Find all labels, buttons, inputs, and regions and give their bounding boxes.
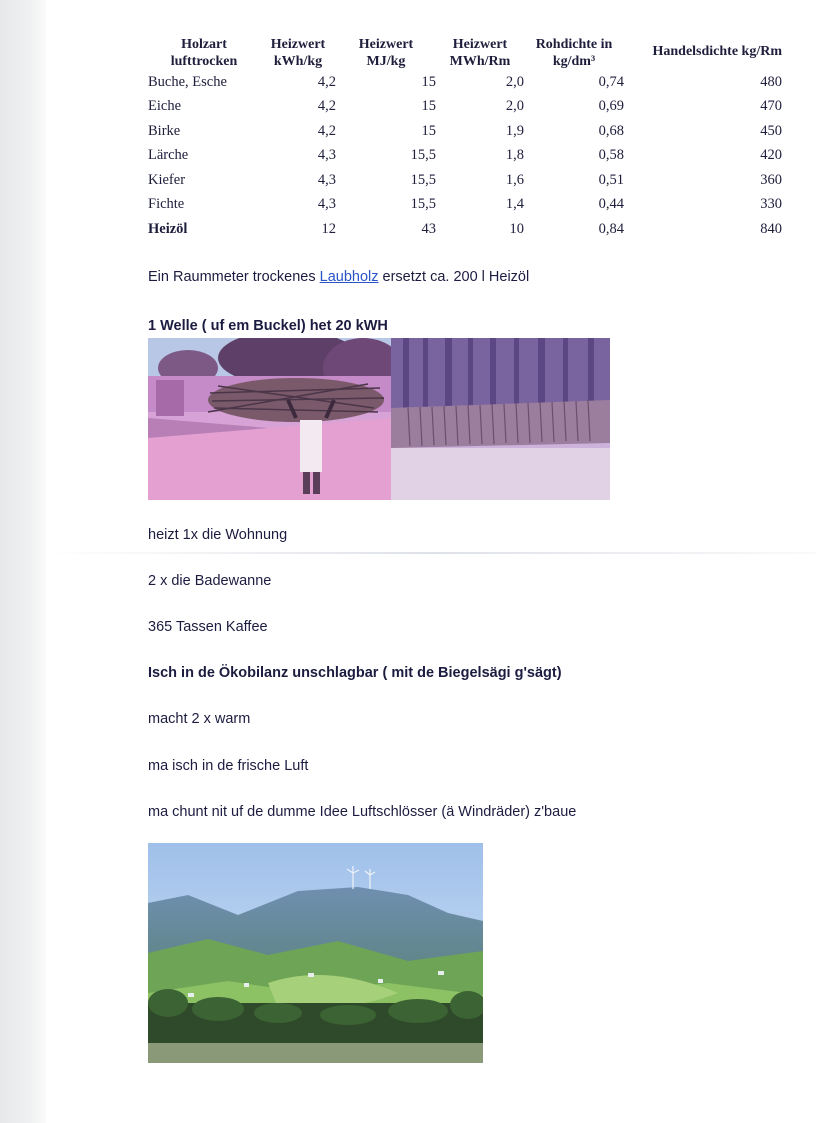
cell-wood-type: Buche, Esche xyxy=(148,73,227,90)
cell-rohdichte: 0,74 xyxy=(598,73,624,90)
header-mwh-rm-label: Heizwert MWh/Rm xyxy=(449,37,511,69)
cell-kwh-kg: 4,3 xyxy=(317,171,336,188)
cell-rohdichte: 0,44 xyxy=(598,196,624,213)
cell-rohdichte: 0,69 xyxy=(598,98,624,115)
cell-rohdichte: 0,68 xyxy=(598,122,624,139)
table-row xyxy=(148,95,782,120)
header-kwh-kg xyxy=(260,36,336,70)
cell-mj-kg: 15 xyxy=(421,122,436,139)
firewood-bundles-photo xyxy=(148,338,610,500)
cell-wood-type: Birke xyxy=(148,122,181,139)
header-rohdichte xyxy=(524,36,624,70)
header-wood-type xyxy=(148,36,260,70)
header-mwh-rm xyxy=(436,36,524,70)
header-wood-type-label: Holzart lufttrocken xyxy=(170,37,238,69)
cell-mj-kg: 15,5 xyxy=(410,196,436,213)
cell-mwh-rm: 2,0 xyxy=(505,98,524,115)
cell-wood-type: Eiche xyxy=(148,98,182,115)
header-handelsdichte-label: Handelsdichte kg/Rm xyxy=(652,44,782,59)
header-mj-kg-label: Heizwert MJ/kg xyxy=(358,37,414,69)
heating-value-table xyxy=(148,36,782,242)
line-badewanne: 2 x die Badewanne xyxy=(148,573,272,589)
cell-mwh-rm: 1,8 xyxy=(505,147,524,164)
cell-handelsdichte: 450 xyxy=(760,122,782,139)
header-mj-kg xyxy=(336,36,436,70)
table-row xyxy=(148,168,782,193)
laubholz-link[interactable]: Laubholz xyxy=(319,269,379,285)
cell-mj-kg: 15,5 xyxy=(410,171,436,188)
line-frische-luft: ma isch in de frische Luft xyxy=(148,758,309,774)
table-row xyxy=(148,70,782,95)
cell-handelsdichte: 360 xyxy=(760,171,782,188)
cell-handelsdichte: 330 xyxy=(760,196,782,213)
cell-wood-type: Kiefer xyxy=(148,171,186,188)
cell-mwh-rm: 1,4 xyxy=(505,196,524,213)
table-row xyxy=(148,144,782,169)
table-row xyxy=(148,217,782,242)
cell-rohdichte: 0,51 xyxy=(598,171,624,188)
line-kaffee: 365 Tassen Kaffee xyxy=(148,619,268,635)
cell-wood-type: Fichte xyxy=(148,196,185,213)
cell-wood-type: Heizöl xyxy=(148,220,188,237)
cell-mwh-rm: 1,6 xyxy=(505,171,524,188)
cell-kwh-kg: 4,3 xyxy=(317,196,336,213)
cell-rohdichte: 0,84 xyxy=(598,220,624,237)
cell-mwh-rm: 1,9 xyxy=(505,122,524,139)
line-warm: macht 2 x warm xyxy=(148,711,251,727)
cell-mwh-rm: 2,0 xyxy=(505,73,524,90)
header-handelsdichte xyxy=(624,36,782,70)
cell-kwh-kg: 4,2 xyxy=(317,122,336,139)
table-row xyxy=(148,119,782,144)
line-luftschloesser: ma chunt nit uf de dumme Idee Luftschlösser (ä Windräder) z'baue xyxy=(148,804,577,820)
cell-wood-type: Lärche xyxy=(148,147,189,164)
cell-handelsdichte: 480 xyxy=(760,73,782,90)
header-rohdichte-label: Rohdichte in kg/dm³ xyxy=(535,37,613,69)
cell-kwh-kg: 4,2 xyxy=(317,98,336,115)
scan-artifact xyxy=(46,552,816,554)
header-kwh-kg-label: Heizwert kWh/kg xyxy=(270,37,326,69)
table-row xyxy=(148,193,782,218)
mountain-landscape-image xyxy=(148,843,483,1063)
intro-after: ersetzt ca. 200 l Heizöl xyxy=(378,269,530,285)
cell-handelsdichte: 470 xyxy=(760,98,782,115)
cell-handelsdichte: 840 xyxy=(760,220,782,237)
cell-rohdichte: 0,58 xyxy=(598,147,624,164)
firewood-bundles-image xyxy=(148,338,610,500)
welle-title: 1 Welle ( uf em Buckel) het 20 kWH xyxy=(148,318,388,334)
intro-text xyxy=(148,269,529,285)
cell-handelsdichte: 420 xyxy=(760,147,782,164)
cell-mj-kg: 15 xyxy=(421,98,436,115)
line-heizt-wohnung: heizt 1x die Wohnung xyxy=(148,527,288,543)
line-oekobilanz: Isch in de Ökobilanz unschlagbar ( mit de Biegelsägi g'sägt) xyxy=(148,665,562,681)
cell-mj-kg: 15,5 xyxy=(410,147,436,164)
mountain-landscape-photo xyxy=(148,843,483,1063)
cell-kwh-kg: 4,2 xyxy=(317,73,336,90)
scan-edge xyxy=(0,0,46,1123)
cell-kwh-kg: 12 xyxy=(321,220,336,237)
cell-kwh-kg: 4,3 xyxy=(317,147,336,164)
cell-mwh-rm: 10 xyxy=(509,220,524,237)
cell-mj-kg: 15 xyxy=(421,73,436,90)
cell-mj-kg: 43 xyxy=(421,220,436,237)
table-header-row xyxy=(148,36,782,70)
intro-before: Ein Raummeter trockenes xyxy=(148,269,320,285)
